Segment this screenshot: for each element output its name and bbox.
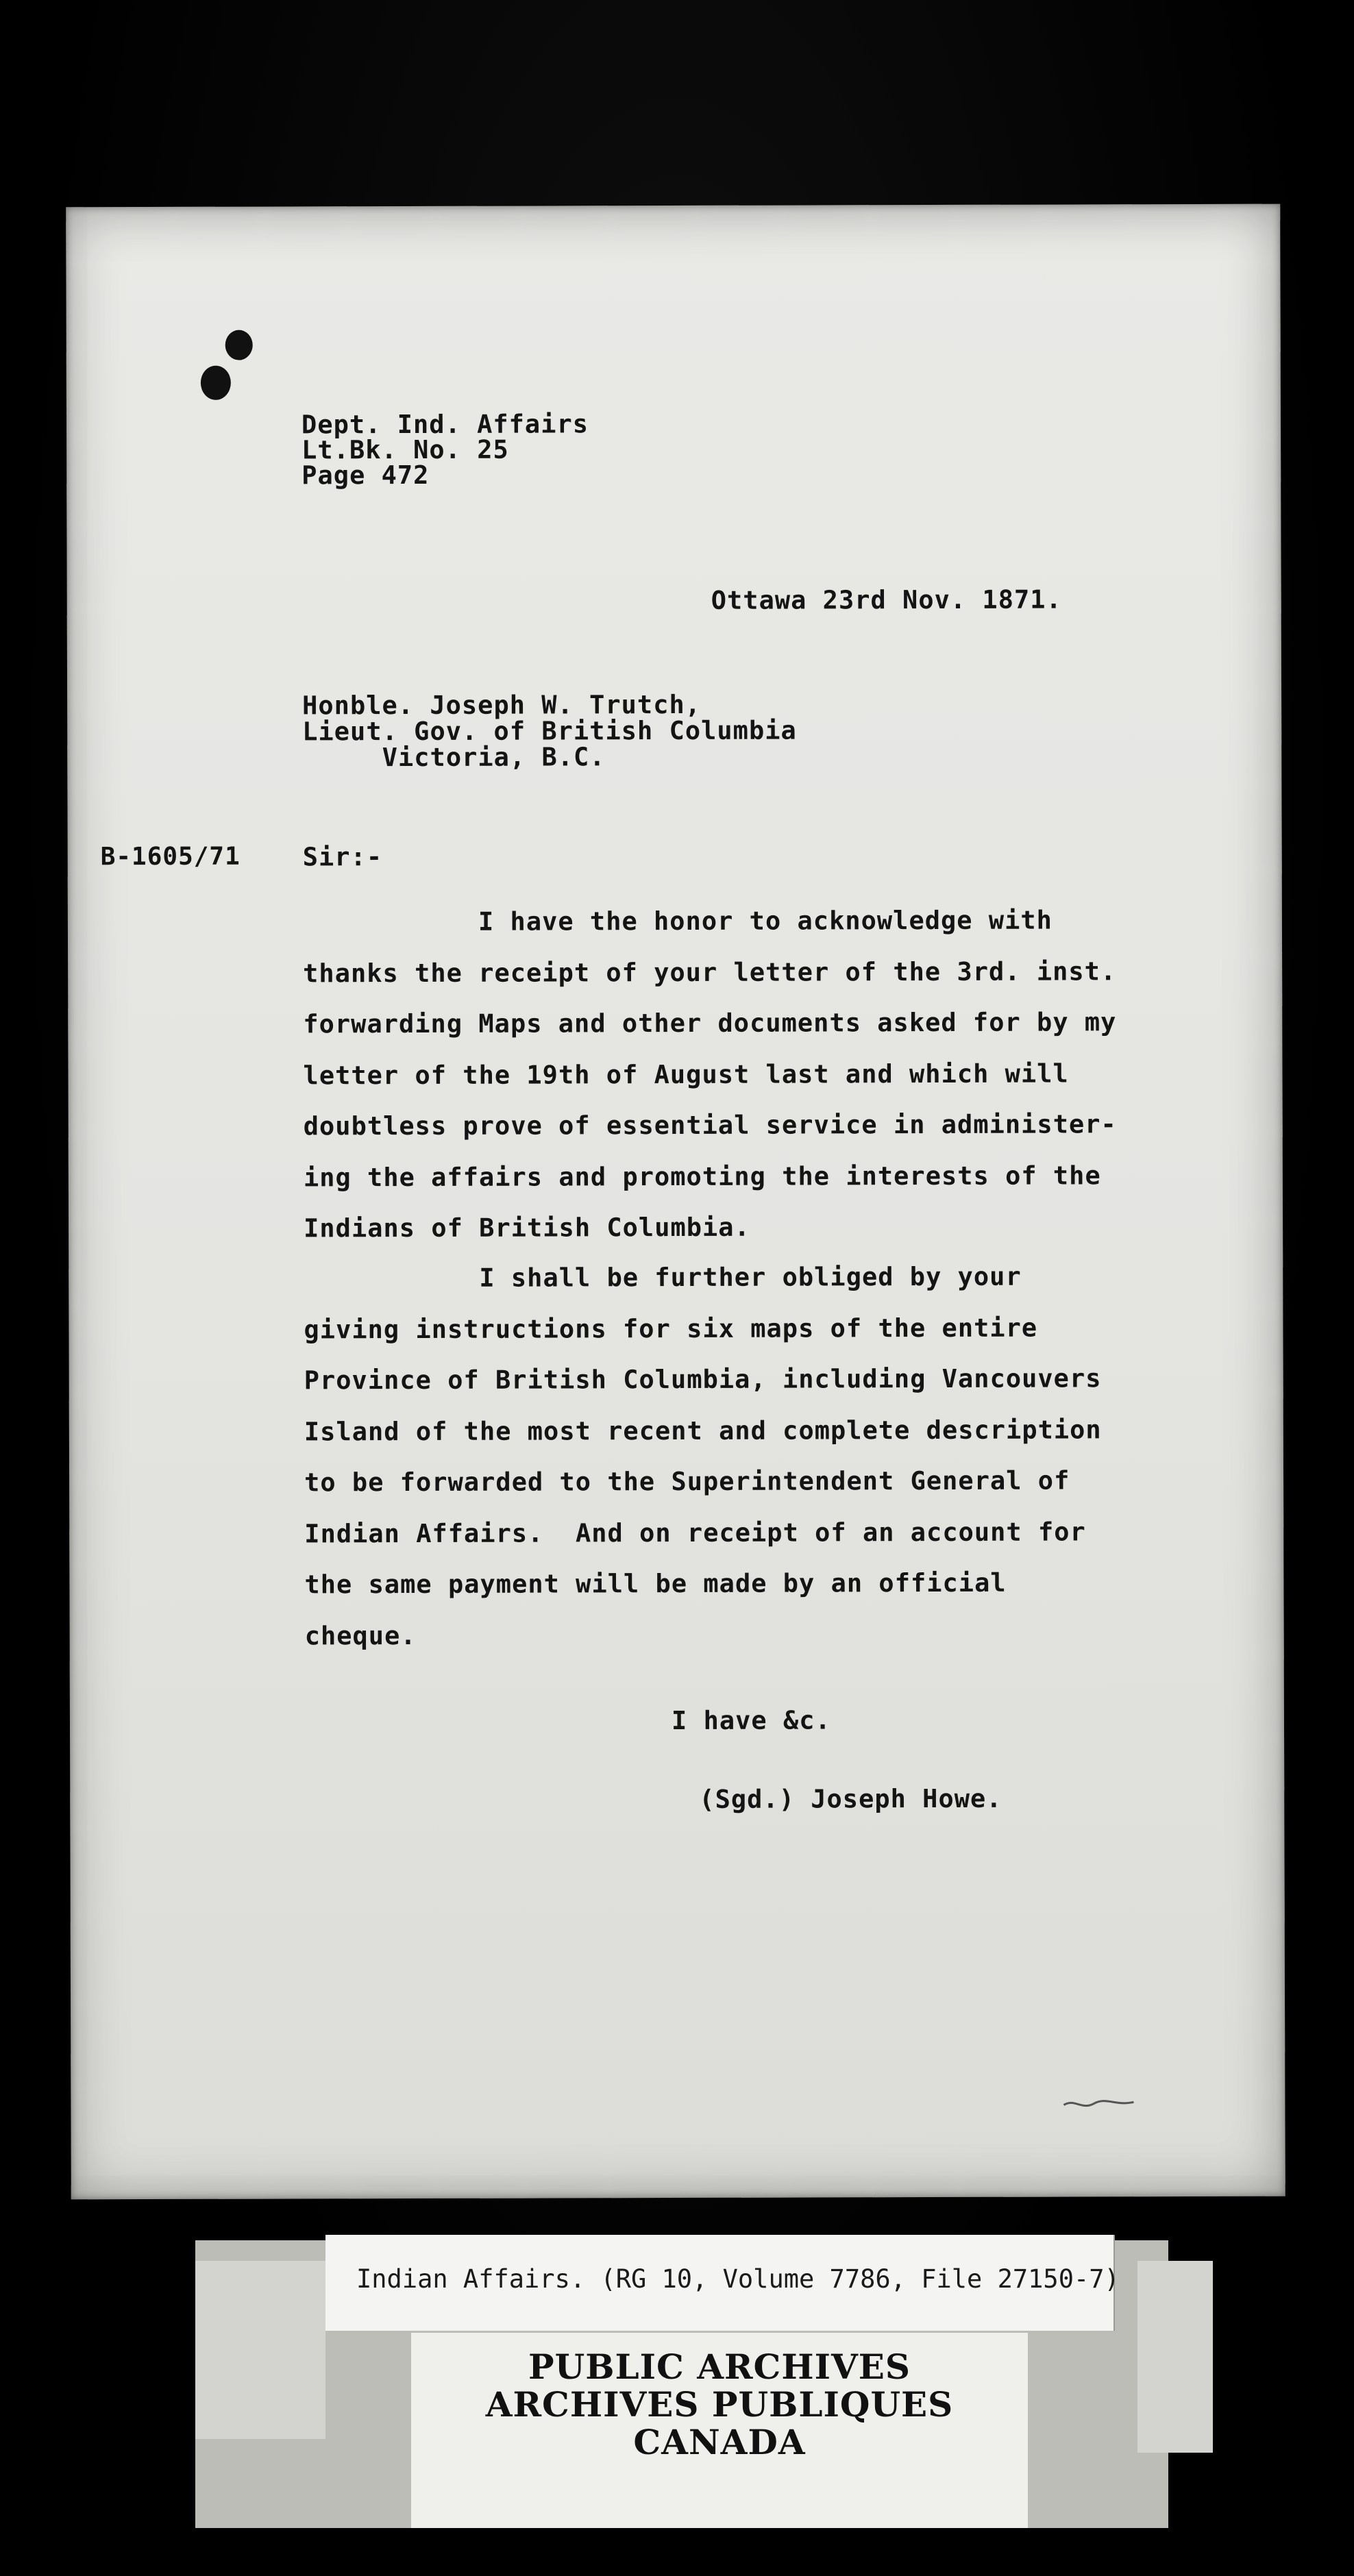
label-tab-right [1137, 2261, 1213, 2453]
punch-hole-2 [201, 366, 231, 400]
stamp-line-country: CANADA [633, 2422, 806, 2462]
archive-reference-text: Indian Affairs. (RG 10, Volume 7786, File 27150-7) [356, 2264, 1120, 2294]
closing-line: I have &c. [671, 1705, 831, 1736]
body-paragraph-2: I shall be further obliged by your giving instructions for six maps of the entire Province of British Columbia, including Vancouvers Island of the most recent and complete description to be forwarded to the Superintendent General of Indian Affairs. And on receipt of an account for the same payment will be made by an official cheque. [304, 1261, 1102, 1650]
stamp-line-english: PUBLIC ARCHIVES [528, 2346, 911, 2387]
salutation: Sir:- [302, 842, 383, 872]
signature-line: (Sgd.) Joseph Howe. [699, 1783, 1002, 1814]
margin-reference-number: B-1605/71 [100, 842, 241, 871]
label-tab-left [195, 2261, 325, 2439]
addressee-block: Honble. Joseph W. Trutch, Lieut. Gov. of British Columbia Victoria, B.C. [302, 689, 797, 773]
punch-hole-1 [225, 330, 253, 360]
pencil-mark [1061, 2095, 1136, 2111]
public-archives-stamp [411, 2333, 1028, 2528]
letter-page [66, 204, 1285, 2200]
body-paragraph-1: I have the honor to acknowledge with thanks the receipt of your letter of the 3rd. inst. forwarding Maps and other documents asked for by my letter of the 19th of August last and which will doubtless prove of essential service in administer- ing the affairs and promoting the interests of the Indians of British Columbia. [302, 905, 1117, 1243]
stamp-line-french: ARCHIVES PUBLIQUES [485, 2384, 954, 2425]
letter-date: Ottawa 23rd Nov. 1871. [711, 584, 1062, 615]
file-reference-header: Dept. Ind. Affairs Lt.Bk. No. 25 Page 472 [301, 409, 589, 491]
